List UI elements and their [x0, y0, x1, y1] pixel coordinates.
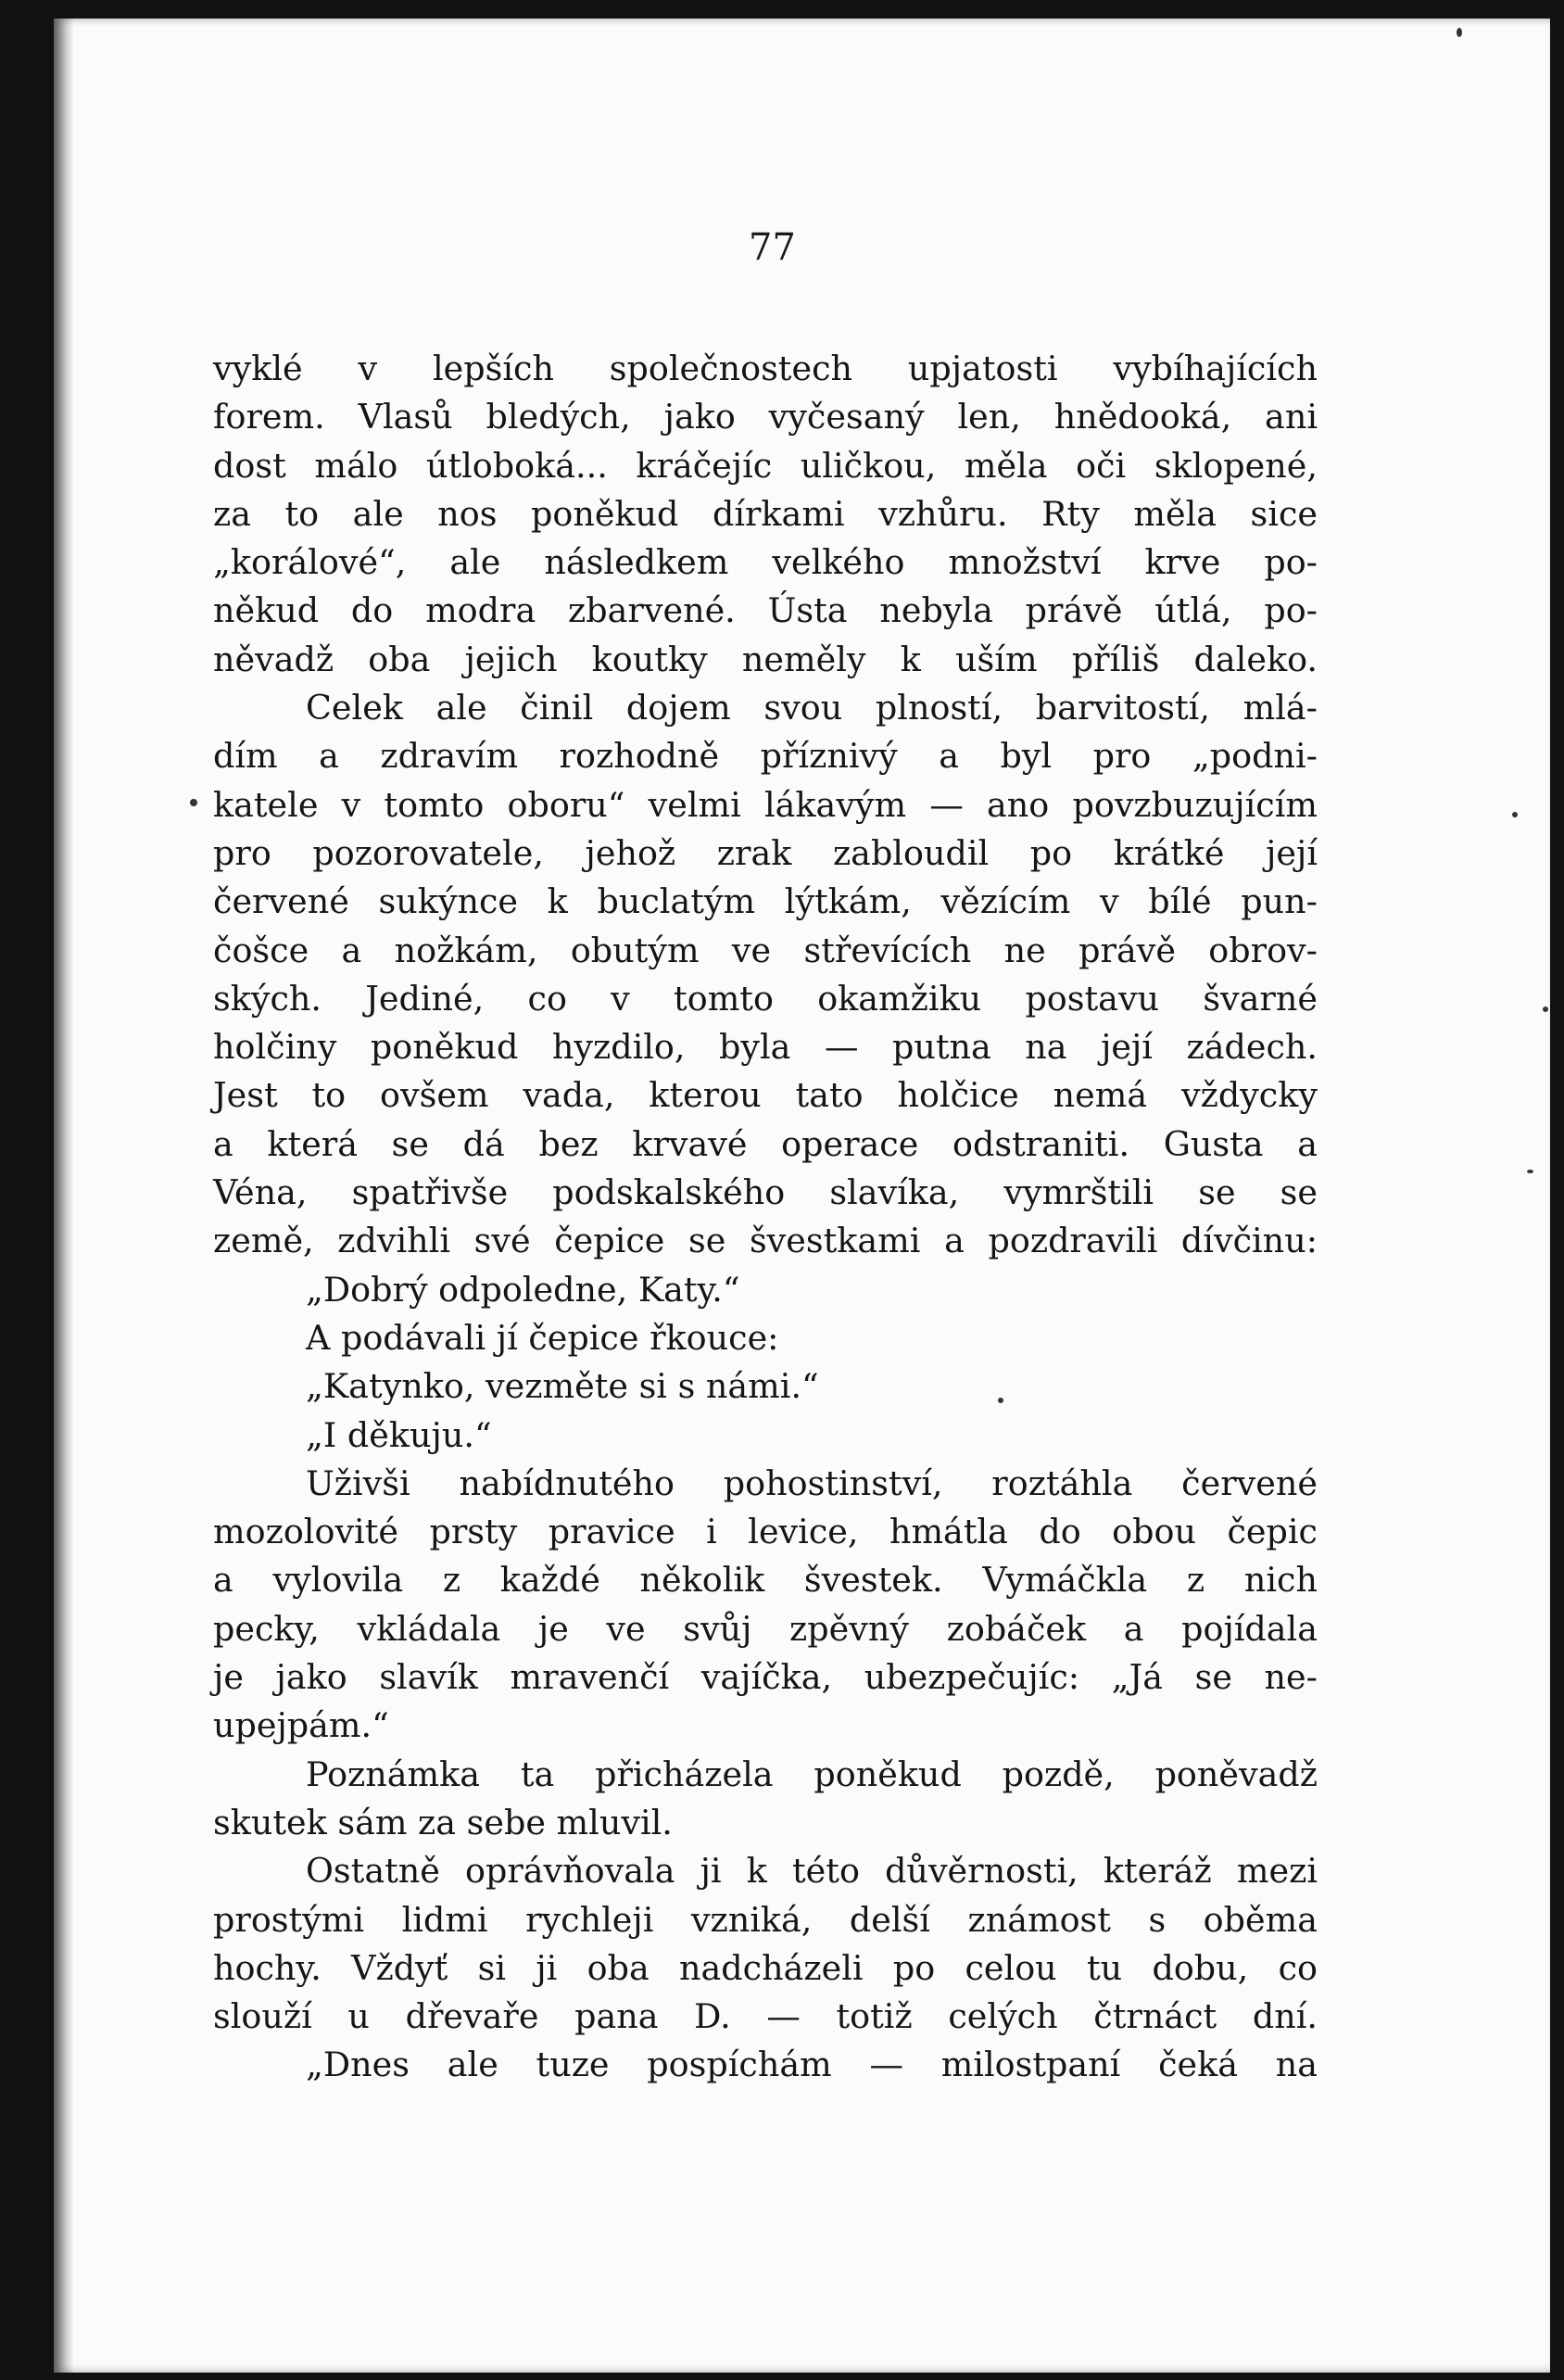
text-line: Véna, spatřivše podskalského slavíka, vymrštili se se	[213, 1172, 1318, 1213]
text-line: skutek sám za sebe mluvil.	[213, 1802, 673, 1842]
text-line: „Dobrý odpoledne, Katy.“	[306, 1269, 740, 1310]
text-line: upejpám.“	[213, 1705, 389, 1746]
text-line: a která se dá bez krvavé operace odstraniti. Gusta a	[213, 1123, 1318, 1164]
text-line: čošce a nožkám, obutým ve střevících ne právě obrov-	[213, 930, 1318, 970]
text-line: někud do modra zbarvené. Ústa nebyla právě útlá, po-	[213, 590, 1318, 631]
page-gutter-shadow	[54, 19, 74, 2373]
text-line: ských. Jediné, co v tomto okamžiku postavu švarné	[213, 978, 1318, 1019]
text-line: katele v tomto oboru“ velmi lákavým — ano povzbuzujícím	[213, 784, 1318, 825]
text-line: Uživši nabídnutého pohostinství, roztáhla červené	[306, 1462, 1318, 1503]
scan-speck	[1512, 812, 1518, 817]
scan-speck	[998, 1398, 1003, 1403]
scan-speck	[1527, 1170, 1533, 1173]
text-line: dost málo útloboká... kráčejíc uličkou, měla oči sklopené,	[213, 445, 1318, 486]
body-text	[213, 345, 1318, 2090]
text-line: něvadž oba jejich koutky neměly k uším příliš daleko.	[213, 639, 1318, 679]
text-line: „Dnes ale tuze pospíchám — milostpaní čeká na	[306, 2045, 1318, 2085]
text-line: červené sukýnce k buclatým lýtkám, vězícím v bílé pun-	[213, 881, 1318, 922]
text-line: prostými lidmi rychleji vzniká, delší známost s oběma	[213, 1899, 1318, 1940]
text-line: Jest to ovšem vada, kterou tato holčice nemá vždycky	[213, 1075, 1318, 1116]
text-line: pecky, vkládala je ve svůj zpěvný zobáček a pojídala	[213, 1608, 1318, 1649]
text-line: slouží u dřevaře pana D. — totiž celých čtrnáct dní.	[213, 1996, 1318, 2037]
page-number: 77	[749, 226, 796, 269]
text-line: „Katynko, vezměte si s námi.“	[306, 1366, 819, 1407]
text-line: holčiny poněkud hyzdilo, byla — putna na její zádech.	[213, 1027, 1318, 1068]
text-line: „I děkuju.“	[306, 1414, 492, 1455]
text-line: je jako slavík mravenčí vajíčka, ubezpečujíc: „Já se ne-	[213, 1657, 1318, 1698]
text-line: dím a zdravím rozhodně příznivý a byl pro „podni-	[213, 736, 1318, 777]
text-line: Ostatně oprávňovala ji k této důvěrnosti, kteráž mezi	[306, 1851, 1318, 1892]
text-line: vyklé v lepších společnostech upjatosti vybíhajících	[213, 348, 1318, 388]
text-line: „korálové“, ale následkem velkého množství krve po-	[213, 542, 1318, 583]
text-line: Poznámka ta přicházela poněkud pozdě, poněvadž	[306, 1753, 1318, 1794]
scan-speck	[1543, 1006, 1548, 1012]
text-line: hochy. Vždyť si ji oba nadcházeli po celou tu dobu, co	[213, 1947, 1318, 1988]
text-line: A podávali jí čepice řkouce:	[306, 1317, 779, 1358]
scan-speck	[1457, 28, 1462, 37]
text-line: mozolovité prsty pravice i levice, hmátla do obou čepic	[213, 1512, 1318, 1552]
text-line: Celek ale činil dojem svou plností, barvitostí, mlá-	[306, 688, 1318, 728]
text-line: země, zdvihli své čepice se švestkami a pozdravili dívčinu:	[213, 1221, 1318, 1261]
scan-speck	[190, 799, 197, 806]
text-line: za to ale nos poněkud dírkami vzhůru. Rty měla sice	[213, 493, 1318, 534]
text-line: pro pozorovatele, jehož zrak zabloudil po krátké její	[213, 832, 1318, 873]
text-line: a vylovila z každé několik švestek. Vymáčkla z nich	[213, 1560, 1318, 1601]
text-line: forem. Vlasů bledých, jako vyčesaný len, hnědooká, ani	[213, 397, 1318, 437]
